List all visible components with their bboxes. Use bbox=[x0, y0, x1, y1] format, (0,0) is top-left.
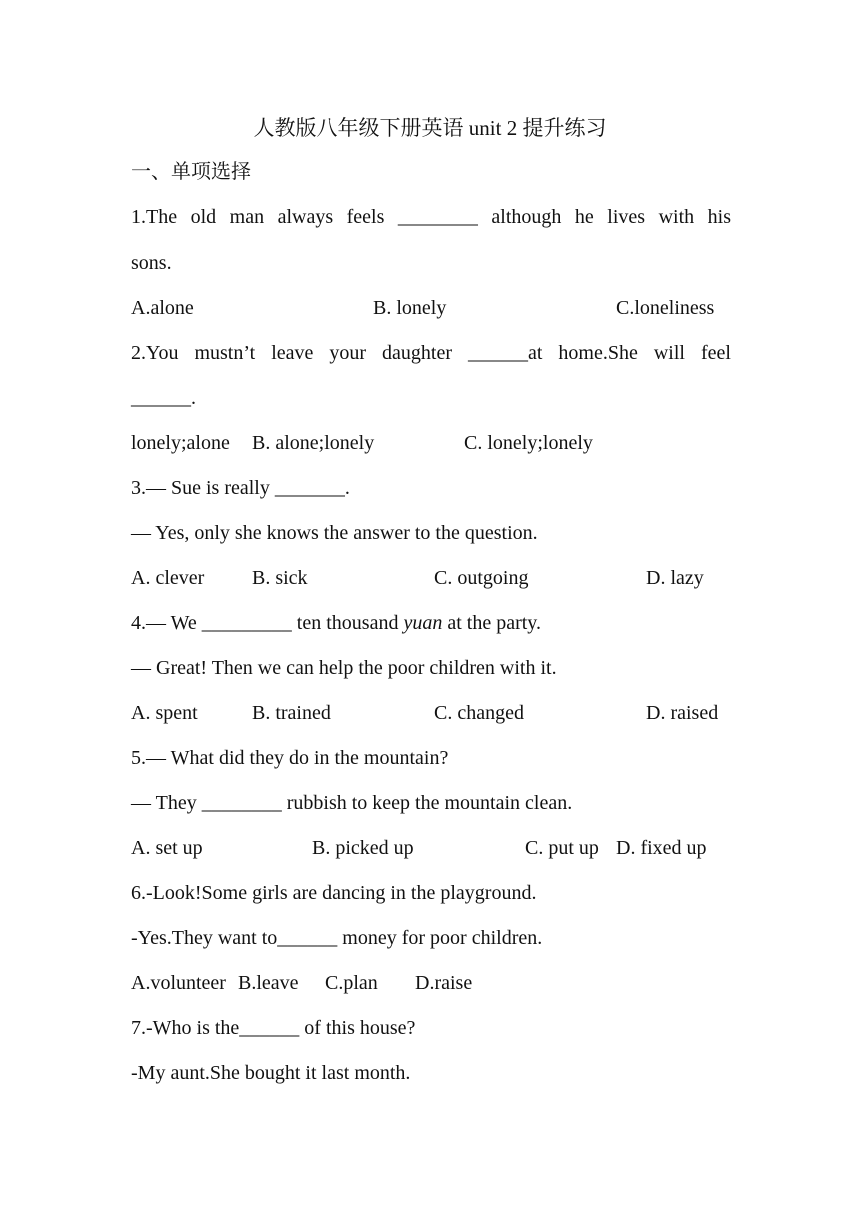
q3-option-b: B. sick bbox=[252, 567, 308, 589]
q5-option-b: B. picked up bbox=[312, 837, 414, 859]
q2-word: mustn’t bbox=[194, 342, 256, 364]
q2-option-b: B. alone;lonely bbox=[252, 432, 375, 454]
q6-option-b: B.leave bbox=[238, 972, 299, 994]
q2-word: will bbox=[653, 342, 685, 364]
q3-option-a: A. clever bbox=[131, 567, 205, 589]
q4-option-c: C. changed bbox=[434, 702, 524, 724]
q1-word: feels bbox=[346, 206, 385, 228]
q5-option-a: A. set up bbox=[131, 837, 203, 859]
q1-word: with bbox=[658, 206, 695, 228]
q2-word: 2.You bbox=[131, 342, 179, 364]
q4-option-d: D. raised bbox=[646, 702, 719, 724]
q1-word: his bbox=[707, 206, 731, 228]
q1-word: although bbox=[491, 206, 562, 228]
question-5-stem: 5.— What did they do in the mountain? bbox=[131, 747, 449, 769]
section-heading: 一、单项选择 bbox=[131, 161, 251, 183]
question-5-reply: — They ________ rubbish to keep the mountain clean. bbox=[131, 792, 573, 814]
q1-option-b: B. lonely bbox=[373, 297, 447, 319]
q2-option-c: C. lonely;lonely bbox=[464, 432, 593, 454]
document-title: 人教版八年级下册英语 unit 2 提升练习 bbox=[253, 116, 607, 140]
q6-option-a: A.volunteer bbox=[131, 972, 226, 994]
question-2-stem-line1 bbox=[131, 341, 731, 365]
q2-blank: ______at bbox=[467, 342, 543, 364]
question-1-stem-line2: sons. bbox=[131, 252, 172, 274]
q5-option-d: D. fixed up bbox=[616, 837, 707, 859]
q2-word: daughter bbox=[382, 342, 452, 364]
question-1-stem-line1 bbox=[131, 205, 731, 229]
q4-stem-before: 4.— We _________ ten thousand bbox=[131, 612, 404, 634]
q1-word: old bbox=[190, 206, 217, 228]
q5-option-c: C. put up bbox=[525, 837, 599, 859]
q4-stem-after: at the party. bbox=[442, 612, 542, 634]
question-6-stem: 6.-Look!Some girls are dancing in the playground. bbox=[131, 882, 537, 904]
q2-option-a: lonely;alone bbox=[131, 432, 230, 454]
q2-word: your bbox=[329, 342, 367, 364]
q1-option-a: A.alone bbox=[131, 297, 194, 319]
q1-word: lives bbox=[607, 206, 646, 228]
q3-option-d: D. lazy bbox=[646, 567, 704, 589]
q2-word: feel bbox=[700, 342, 731, 364]
q1-word: he bbox=[574, 206, 594, 228]
q1-word: 1.The bbox=[131, 206, 178, 228]
question-4-reply: — Great! Then we can help the poor children with it. bbox=[131, 657, 557, 679]
question-4-stem bbox=[131, 611, 541, 635]
question-6-reply: -Yes.They want to______ money for poor children. bbox=[131, 927, 543, 949]
q4-option-b: B. trained bbox=[252, 702, 331, 724]
q6-option-d: D.raise bbox=[415, 972, 473, 994]
question-7-stem: 7.-Who is the______ of this house? bbox=[131, 1017, 416, 1039]
question-3-reply: — Yes, only she knows the answer to the question. bbox=[131, 522, 538, 544]
q2-word: leave bbox=[271, 342, 314, 364]
question-2-stem-line2: ______. bbox=[131, 387, 196, 409]
q3-option-c: C. outgoing bbox=[434, 567, 529, 589]
q1-option-c: C.loneliness bbox=[616, 297, 715, 319]
q4-option-a: A. spent bbox=[131, 702, 198, 724]
q4-stem-italic: yuan bbox=[403, 612, 443, 634]
question-7-reply: -My aunt.She bought it last month. bbox=[131, 1062, 411, 1084]
q1-word: always bbox=[277, 206, 334, 228]
q2-word: home.She bbox=[558, 342, 638, 364]
q1-word: man bbox=[229, 206, 265, 228]
q1-blank: ________ bbox=[397, 206, 478, 228]
q6-option-c: C.plan bbox=[325, 972, 378, 994]
question-3-stem: 3.— Sue is really _______. bbox=[131, 477, 350, 499]
